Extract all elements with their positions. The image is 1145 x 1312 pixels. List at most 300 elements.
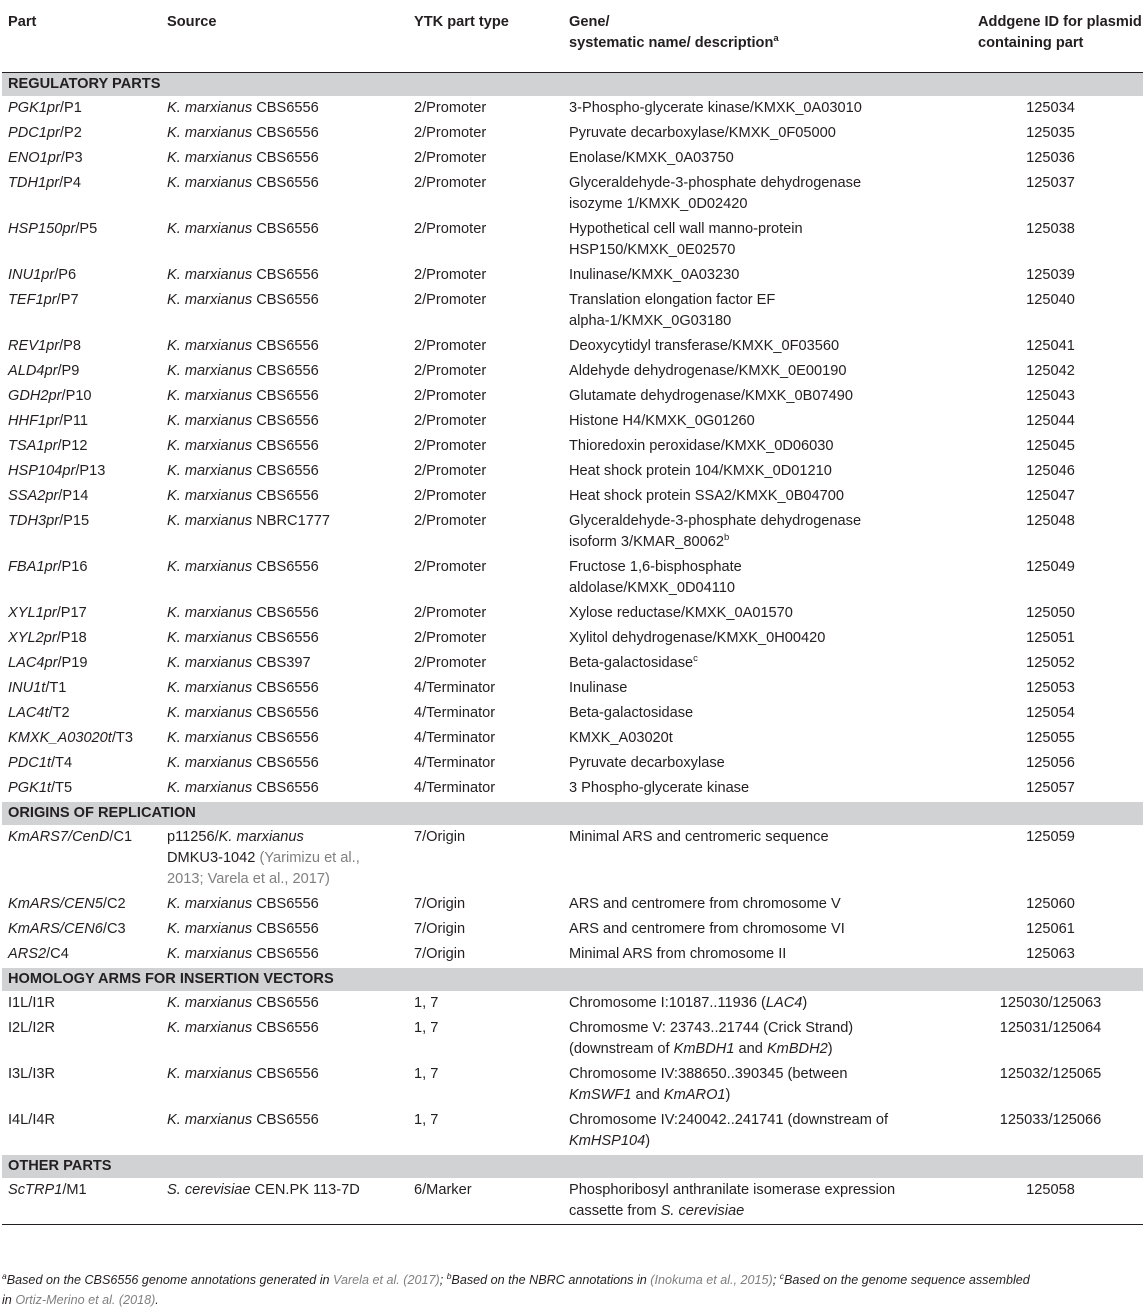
source-strain: CBS6556 xyxy=(252,921,319,937)
cell-addgene-id: 125044 xyxy=(1026,413,1075,429)
description-text: isozyme 1/KMXK_0D02420 xyxy=(569,196,748,212)
cell-part: I3L/I3R xyxy=(8,1066,56,1082)
footnote-text: Based on the CBS6556 genome annotations generated in xyxy=(6,1273,334,1287)
part-code: /C3 xyxy=(102,921,126,937)
cell-type: 2/Promoter xyxy=(414,267,487,283)
cell-part xyxy=(2,409,161,434)
source-species: K. marxianus xyxy=(167,995,253,1011)
cell-source xyxy=(161,384,408,409)
cell-type: 2/Promoter xyxy=(414,338,487,354)
cell-type: 2/Promoter xyxy=(414,655,487,671)
cell-addgene-id: 125038 xyxy=(1026,221,1075,237)
footnote-text: . xyxy=(155,1293,159,1307)
table-row xyxy=(2,651,1143,676)
description-text: Deoxycytidyl transferase/KMXK_0F03560 xyxy=(569,338,840,354)
source-species: K. marxianus xyxy=(167,921,253,937)
cell-part xyxy=(2,917,161,942)
cell-part xyxy=(2,676,161,701)
cell-source xyxy=(161,434,408,459)
cell-addgene-id: 125031/125064 xyxy=(999,1020,1102,1036)
table-row xyxy=(2,1062,1143,1108)
cell-addgene-id: 125056 xyxy=(1026,755,1075,771)
part-name: FBA1pr xyxy=(8,559,58,575)
footnote-ref-link[interactable]: Ortiz-Merino et al. (2018) xyxy=(15,1293,156,1307)
cell-part xyxy=(2,509,161,555)
source-species: K. marxianus xyxy=(167,150,253,166)
cell-type: 1, 7 xyxy=(414,1066,439,1082)
cell-addgene-id: 125059 xyxy=(1026,829,1075,845)
cell-description xyxy=(563,726,958,751)
table-row xyxy=(2,1016,1143,1062)
description-text: Chromosme V: 23743..21744 (Crick Strand) xyxy=(569,1020,854,1036)
source-species: K. marxianus xyxy=(167,605,253,621)
source-strain: CBS6556 xyxy=(252,995,319,1011)
table-row xyxy=(2,1178,1143,1225)
cell-source xyxy=(161,409,408,434)
source-species: K. marxianus xyxy=(167,755,253,771)
source-strain: CBS6556 xyxy=(252,221,319,237)
part-name: HHF1pr xyxy=(8,413,60,429)
table-row xyxy=(2,146,1143,171)
cell-addgene-id: 125036 xyxy=(1026,150,1075,166)
cell-addgene-id: 125045 xyxy=(1026,438,1075,454)
cell-part xyxy=(2,359,161,384)
source-species: S. cerevisiae xyxy=(167,1182,251,1198)
part-code: /M1 xyxy=(62,1182,87,1198)
source-strain: CBS397 xyxy=(252,655,311,671)
description-text: Xylose reductase/KMXK_0A01570 xyxy=(569,605,793,621)
cell-addgene-id: 125035 xyxy=(1026,125,1075,141)
cell-type: 7/Origin xyxy=(414,921,466,937)
table-row xyxy=(2,288,1143,334)
description-text: Chromosome IV:240042..241741 (downstream of xyxy=(569,1112,889,1128)
source-strain: CBS6556 xyxy=(252,605,319,621)
part-code: /P10 xyxy=(61,388,92,404)
cell-addgene-id: 125042 xyxy=(1026,363,1075,379)
cell-description xyxy=(563,217,958,263)
cell-part: I4L/I4R xyxy=(8,1112,56,1128)
cell-part xyxy=(2,384,161,409)
cell-part xyxy=(2,459,161,484)
part-name: TDH3pr xyxy=(8,513,60,529)
cell-source xyxy=(161,991,408,1016)
source-strain: CBS6556 xyxy=(252,267,319,283)
footnote-text: Based on the NBRC annotations in xyxy=(451,1273,651,1287)
cell-type: 4/Terminator xyxy=(414,755,496,771)
source-species: K. marxianus xyxy=(167,1020,253,1036)
part-code: /P16 xyxy=(57,559,88,575)
cell-description xyxy=(563,263,958,288)
cell-part xyxy=(2,626,161,651)
cell-description xyxy=(563,359,958,384)
cell-description xyxy=(563,288,958,334)
table-row xyxy=(2,991,1143,1016)
cell-source xyxy=(161,726,408,751)
source-strain: CBS6556 xyxy=(252,730,319,746)
cell-addgene-id: 125033/125066 xyxy=(999,1112,1102,1128)
cell-addgene-id: 125030/125063 xyxy=(999,995,1102,1011)
cell-part xyxy=(2,288,161,334)
part-name: KMXK_A03020t xyxy=(8,730,112,746)
cell-source xyxy=(161,334,408,359)
cell-source xyxy=(161,288,408,334)
source-strain: CBS6556 xyxy=(252,338,319,354)
cell-part xyxy=(2,146,161,171)
cell-addgene-id: 125058 xyxy=(958,1178,1143,1225)
cell-source xyxy=(161,917,408,942)
cell-source xyxy=(161,825,408,892)
cell-addgene-id: 125049 xyxy=(1026,559,1075,575)
table-row xyxy=(2,459,1143,484)
description-text: Inulinase xyxy=(569,680,628,696)
source-species: K. marxianus xyxy=(167,946,253,962)
source-strain: CBS6556 xyxy=(252,1112,319,1128)
cell-type: 2/Promoter xyxy=(414,630,487,646)
cell-source xyxy=(161,701,408,726)
section-other xyxy=(2,1155,1143,1179)
description-text: ) xyxy=(802,995,808,1011)
source-species: K. marxianus xyxy=(167,488,253,504)
table-row xyxy=(2,676,1143,701)
source-strain: CBS6556 xyxy=(252,363,319,379)
table-row xyxy=(2,825,1143,892)
footnote-text: ; xyxy=(772,1273,780,1287)
cell-part xyxy=(2,96,161,121)
cell-addgene-id: 125063 xyxy=(1026,946,1075,962)
cell-part xyxy=(2,171,161,217)
part-name: TDH1pr xyxy=(8,175,60,191)
cell-part xyxy=(2,217,161,263)
part-name: ARS2 xyxy=(8,946,47,962)
part-name: XYL2pr xyxy=(8,630,57,646)
description-text: ARS and centromere from chromosome V xyxy=(569,896,841,912)
cell-part xyxy=(2,555,161,601)
source-species: K. marxianus xyxy=(167,100,253,116)
cell-addgene-id: 125032/125065 xyxy=(999,1066,1102,1082)
cell-description xyxy=(563,1016,958,1062)
cell-part xyxy=(2,484,161,509)
footnote-marker-a: a xyxy=(2,1271,7,1281)
cell-type: 4/Terminator xyxy=(414,680,496,696)
description-text: 3-Phospho-glycerate kinase/KMXK_0A03010 xyxy=(569,100,862,116)
section-regulatory xyxy=(2,73,1143,97)
cell-type: 2/Promoter xyxy=(414,125,487,141)
parts-table xyxy=(2,0,1143,1225)
description-text: Fructose 1,6-bisphosphate xyxy=(569,559,742,575)
cell-source xyxy=(161,555,408,601)
cell-source xyxy=(161,1108,408,1155)
source-species: K. marxianus xyxy=(167,655,253,671)
part-name: INU1t xyxy=(8,680,46,696)
cell-addgene-id: 125046 xyxy=(1026,463,1075,479)
gene-name: KmARO1 xyxy=(663,1087,726,1103)
cell-type: 6/Marker xyxy=(408,1178,563,1225)
cell-addgene-id: 125050 xyxy=(1026,605,1075,621)
source-species: K. marxianus xyxy=(167,1112,253,1128)
table-body xyxy=(2,73,1143,1225)
description-text: Beta-galactosidase xyxy=(569,705,694,721)
table-row xyxy=(2,171,1143,217)
description-text: Glutamate dehydrogenase/KMXK_0B07490 xyxy=(569,388,853,404)
part-code: /P18 xyxy=(56,630,87,646)
table-row xyxy=(2,334,1143,359)
part-code: /P19 xyxy=(57,655,88,671)
source-strain: CBS6556 xyxy=(252,896,319,912)
description-text: Pyruvate decarboxylase xyxy=(569,755,725,771)
part-name: ALD4pr xyxy=(8,363,58,379)
cell-type: 2/Promoter xyxy=(414,100,487,116)
description-text: ) xyxy=(827,1041,833,1057)
cell-part xyxy=(2,701,161,726)
section-title: HOMOLOGY ARMS FOR INSERTION VECTORS xyxy=(2,968,1143,992)
part-code: /P13 xyxy=(75,463,106,479)
cell-description xyxy=(563,651,958,676)
part-code: /P15 xyxy=(59,513,90,529)
part-name: PGK1pr xyxy=(8,100,60,116)
description-text: Chromosome IV:388650..390345 (between xyxy=(569,1066,848,1082)
table-row xyxy=(2,751,1143,776)
header-type: YTK part type xyxy=(408,0,563,73)
source-strain: CBS6556 xyxy=(252,559,319,575)
section-homology xyxy=(2,968,1143,992)
source-species: K. marxianus xyxy=(167,125,253,141)
citation-link[interactable]: (Yarimizu et al., xyxy=(259,850,360,866)
description-text: cassette from xyxy=(569,1203,661,1219)
description-text: Thioredoxin peroxidase/KMXK_0D06030 xyxy=(569,438,834,454)
cell-description xyxy=(563,676,958,701)
cell-source xyxy=(161,626,408,651)
header-gene xyxy=(563,0,958,73)
footnote-ref-link[interactable]: (Inokuma et al., 2015) xyxy=(650,1273,773,1287)
cell-part xyxy=(2,1178,161,1225)
source-strain: CBS6556 xyxy=(252,150,319,166)
cell-description xyxy=(563,555,958,601)
description-text: KMXK_A03020t xyxy=(569,730,673,746)
description-text: ) xyxy=(645,1133,651,1149)
part-code: /P5 xyxy=(75,221,98,237)
table-row xyxy=(2,484,1143,509)
cell-source xyxy=(161,121,408,146)
cell-addgene-id: 125039 xyxy=(1026,267,1075,283)
description-text: Minimal ARS from chromosome II xyxy=(569,946,787,962)
cell-addgene-id: 125040 xyxy=(1026,292,1075,308)
cell-description xyxy=(563,384,958,409)
cell-type: 2/Promoter xyxy=(414,175,487,191)
citation-link[interactable]: 2013; Varela et al., 2017) xyxy=(167,871,330,887)
part-code: /P17 xyxy=(56,605,87,621)
cell-addgene-id: 125051 xyxy=(1026,630,1075,646)
cell-part: I1L/I1R xyxy=(8,995,56,1011)
header-id-line2: containing part xyxy=(978,35,1084,51)
cell-description xyxy=(563,601,958,626)
cell-type: 4/Terminator xyxy=(414,780,496,796)
part-name: PGK1t xyxy=(8,780,51,796)
table-row xyxy=(2,509,1143,555)
cell-type: 2/Promoter xyxy=(414,488,487,504)
part-name: XYL1pr xyxy=(8,605,57,621)
source-strain: CBS6556 xyxy=(252,755,319,771)
cell-type: 2/Promoter xyxy=(414,413,487,429)
part-code: /P9 xyxy=(57,363,80,379)
part-code: /P3 xyxy=(60,150,83,166)
cell-source xyxy=(161,1178,408,1225)
cell-description xyxy=(563,825,958,892)
source-species: K. marxianus xyxy=(218,829,304,845)
footnote-text: Based on the genome sequence assembled xyxy=(784,1273,1030,1287)
cell-type: 7/Origin xyxy=(414,946,466,962)
description-text: Translation elongation factor EF xyxy=(569,292,776,308)
cell-description xyxy=(563,892,958,917)
header-addgene-id xyxy=(958,0,1143,73)
part-code: /P14 xyxy=(58,488,89,504)
source-strain: CBS6556 xyxy=(252,1020,319,1036)
source-species: K. marxianus xyxy=(167,559,253,575)
cell-part xyxy=(2,726,161,751)
part-code: /P12 xyxy=(57,438,88,454)
cell-description xyxy=(563,459,958,484)
cell-part xyxy=(2,601,161,626)
description-text: Heat shock protein 104/KMXK_0D01210 xyxy=(569,463,832,479)
cell-description xyxy=(563,409,958,434)
source-strain: CBS6556 xyxy=(252,463,319,479)
cell-type: 4/Terminator xyxy=(414,730,496,746)
cell-part xyxy=(2,942,161,968)
cell-description xyxy=(563,701,958,726)
part-name: LAC4pr xyxy=(8,655,58,671)
source-strain: CBS6556 xyxy=(252,780,319,796)
section-title: REGULATORY PARTS xyxy=(2,73,1143,97)
cell-type: 7/Origin xyxy=(414,896,466,912)
header-gene-footnote: a xyxy=(773,33,779,44)
cell-source xyxy=(161,1062,408,1108)
cell-source xyxy=(161,776,408,802)
source-species: K. marxianus xyxy=(167,463,253,479)
cell-type: 1, 7 xyxy=(414,1112,439,1128)
description-text: Xylitol dehydrogenase/KMXK_0H00420 xyxy=(569,630,826,646)
source-species: K. marxianus xyxy=(167,175,253,191)
part-code: /C2 xyxy=(102,896,126,912)
cell-addgene-id: 125057 xyxy=(1026,780,1075,796)
cell-part xyxy=(2,751,161,776)
header-part: Part xyxy=(2,0,161,73)
table-row xyxy=(2,121,1143,146)
part-name: REV1pr xyxy=(8,338,60,354)
cell-addgene-id: 125052 xyxy=(1026,655,1075,671)
header-source: Source xyxy=(161,0,408,73)
cell-addgene-id: 125047 xyxy=(1026,488,1075,504)
cell-part xyxy=(2,892,161,917)
description-text: and xyxy=(734,1041,767,1057)
part-name: TSA1pr xyxy=(8,438,58,454)
description-text: Hypothetical cell wall manno-protein xyxy=(569,221,803,237)
part-code: /T4 xyxy=(50,755,73,771)
part-name: KmARS/CEN6 xyxy=(8,921,103,937)
source-species: K. marxianus xyxy=(167,338,253,354)
part-code: /P7 xyxy=(56,292,79,308)
cell-description xyxy=(563,334,958,359)
part-code: /T5 xyxy=(51,780,73,796)
cell-source xyxy=(161,263,408,288)
part-name: GDH2pr xyxy=(8,388,62,404)
source-strain: CBS6556 xyxy=(252,125,319,141)
cell-type: 2/Promoter xyxy=(414,388,487,404)
cell-addgene-id: 125054 xyxy=(1026,705,1075,721)
part-name: INU1pr xyxy=(8,267,55,283)
cell-description xyxy=(563,96,958,121)
cell-description xyxy=(563,434,958,459)
source-species: K. marxianus xyxy=(167,388,253,404)
footnote-text: ; xyxy=(439,1273,447,1287)
cell-part xyxy=(2,263,161,288)
part-name: HSP150pr xyxy=(8,221,76,237)
cell-source xyxy=(161,509,408,555)
source-strain: CBS6556 xyxy=(252,488,319,504)
footnote-ref-link[interactable]: Varela et al. (2017) xyxy=(333,1273,440,1287)
part-code: /C1 xyxy=(109,829,133,845)
section-origins xyxy=(2,802,1143,826)
cell-addgene-id: 125053 xyxy=(1026,680,1075,696)
source-species: K. marxianus xyxy=(167,630,253,646)
footnote-marker-b: b xyxy=(446,1271,452,1281)
source-strain: CBS6556 xyxy=(252,438,319,454)
cell-source xyxy=(161,942,408,968)
description-text: Pyruvate decarboxylase/KMXK_0F05000 xyxy=(569,125,836,141)
table-row xyxy=(2,434,1143,459)
description-text: Aldehyde dehydrogenase/KMXK_0E00190 xyxy=(569,363,847,379)
table-row xyxy=(2,942,1143,968)
table-row xyxy=(2,384,1143,409)
part-code: /P1 xyxy=(59,100,82,116)
table-row xyxy=(2,263,1143,288)
cell-description xyxy=(563,917,958,942)
description-text: Minimal ARS and centromeric sequence xyxy=(569,829,829,845)
gene-name: LAC4 xyxy=(765,995,803,1011)
gene-name: KmBDH2 xyxy=(766,1041,828,1057)
part-name: PDC1t xyxy=(8,755,51,771)
cell-type: 2/Promoter xyxy=(414,363,487,379)
cell-source xyxy=(161,1016,408,1062)
cell-source xyxy=(161,146,408,171)
header-id-line1: Addgene ID for plasmid xyxy=(978,14,1142,30)
table-row xyxy=(2,892,1143,917)
part-code: /P8 xyxy=(59,338,82,354)
source-species: K. marxianus xyxy=(167,680,253,696)
description-text: Glyceraldehyde-3-phosphate dehydrogenase xyxy=(569,513,862,529)
cell-part xyxy=(2,651,161,676)
cell-source xyxy=(161,217,408,263)
source-strain: CBS6556 xyxy=(252,388,319,404)
cell-part xyxy=(2,121,161,146)
gene-name: KmSWF1 xyxy=(569,1087,632,1103)
table-row xyxy=(2,726,1143,751)
source-strain: CBS6556 xyxy=(252,175,319,191)
cell-source xyxy=(161,601,408,626)
table-footnote xyxy=(2,1270,1143,1310)
source-strain: DMKU3-1042 xyxy=(167,850,260,866)
source-species: K. marxianus xyxy=(167,292,253,308)
header-gene-line2: systematic name/ description xyxy=(569,35,774,51)
cell-part xyxy=(2,825,161,892)
cell-source xyxy=(161,651,408,676)
cell-addgene-id: 125041 xyxy=(1026,338,1075,354)
part-code: /P2 xyxy=(59,125,82,141)
table-row xyxy=(2,217,1143,263)
source-species: K. marxianus xyxy=(167,705,253,721)
cell-part xyxy=(2,334,161,359)
cell-type: 2/Promoter xyxy=(414,605,487,621)
footnote-marker: c xyxy=(693,653,698,664)
description-text: Phosphoribosyl anthranilate isomerase expression xyxy=(569,1182,896,1198)
